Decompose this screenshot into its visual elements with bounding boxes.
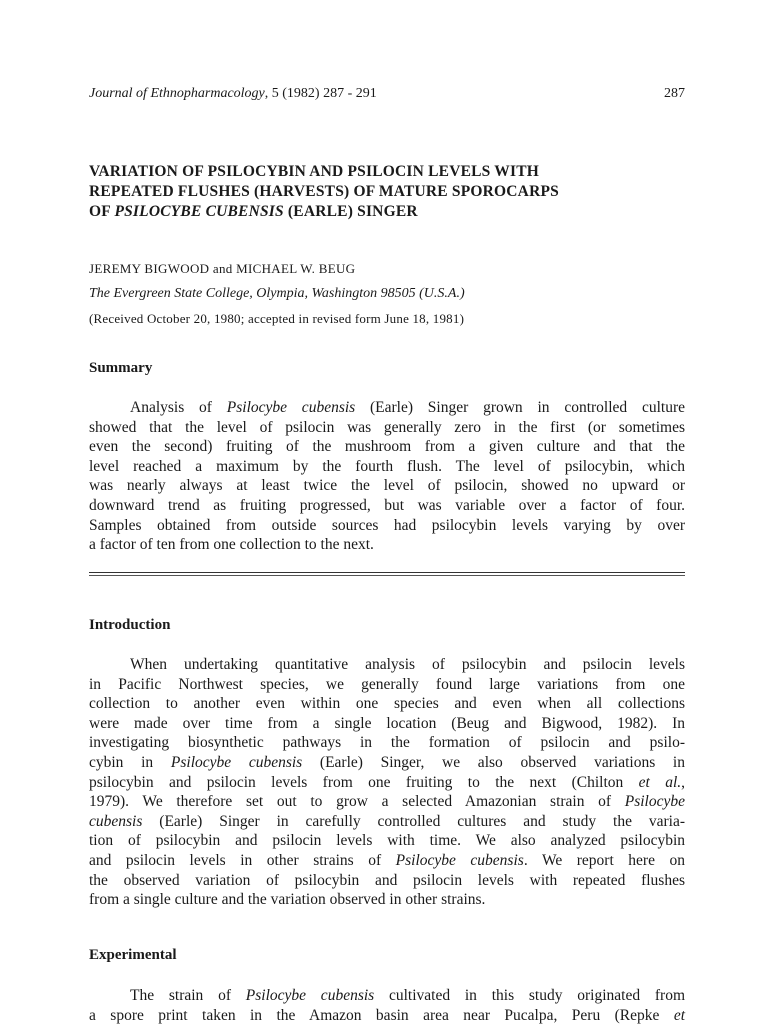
article-title [89, 162, 685, 222]
intro-line: collection to another even within one species and even when all collections [89, 695, 685, 713]
intro-line: from a single culture and the variation observed in other strains. [89, 891, 486, 909]
title-line-1: VARIATION OF PSILOCYBIN AND PSILOCIN LEVELS WITH [89, 163, 540, 180]
intro-line: and psilocin levels in other strains of Psilocybe cubensis. We report here on [89, 851, 685, 869]
section-divider [89, 575, 685, 576]
intro-line: psilocybin and psilocin levels from one fruiting to the next (Chilton et al., [89, 773, 686, 791]
experimental-line: a spore print taken in the Amazon basin area near Pucalpa, Peru (Repke et [89, 1006, 685, 1024]
introduction-heading: Introduction [89, 617, 171, 633]
summary-heading: Summary [89, 360, 153, 376]
introduction-paragraph [89, 655, 685, 910]
authors: JEREMY BIGWOOD and MICHAEL W. BEUG [89, 261, 356, 276]
summary-line: a factor of ten from one collection to the next. [89, 536, 374, 554]
received-dates: (Received October 20, 1980; accepted in revised form June 18, 1981) [89, 311, 465, 326]
intro-line: investigating biosynthetic pathways in the formation of psilocin and psilo- [89, 734, 685, 752]
title-species: PSILOCYBE CUBENSIS [114, 203, 284, 220]
journal-citation: , 5 (1982) 287 - 291 [264, 86, 377, 101]
experimental-paragraph [89, 986, 685, 1025]
intro-line: the observed variation of psilocybin and psilocin levels with repeated flushes [89, 871, 685, 889]
intro-line: tion of psilocybin and psilocin levels with time. We also analyzed psilocybin [89, 832, 685, 850]
intro-line: 1979). We therefore set out to grow a selected Amazonian strain of Psilocybe [89, 793, 685, 811]
experimental-line: The strain of Psilocybe cubensis cultivated in this study originated from [130, 987, 685, 1004]
intro-line: cubensis (Earle) Singer in carefully controlled cultures and study the varia- [89, 812, 685, 830]
summary-line: was nearly always at least twice the level of psilocin, showed no upward or [89, 477, 685, 495]
intro-line: When undertaking quantitative analysis of psilocybin and psilocin levels [130, 656, 685, 673]
intro-line: were made over time from a single location (Beug and Bigwood, 1982). In [89, 714, 685, 732]
journal-name: Journal of Ethnopharmacology [89, 86, 265, 101]
intro-line: cybin in Psilocybe cubensis (Earle) Singer, we also observed variations in [89, 753, 685, 771]
section-divider [89, 572, 685, 573]
summary-line: even the second) fruiting of the mushroom from a given culture and that the [89, 438, 685, 456]
summary-paragraph [89, 398, 685, 555]
title-line-3: OF PSILOCYBE CUBENSIS (EARLE) SINGER [89, 203, 418, 220]
summary-line: level reached a maximum by the fourth flush. The level of psilocybin, which [89, 457, 685, 475]
affiliation: The Evergreen State College, Olympia, Washington 98505 (U.S.A.) [89, 286, 465, 301]
summary-line: downward trend as fruiting progressed, but was variable over a factor of four. [89, 496, 685, 514]
running-header [89, 86, 685, 106]
summary-line: showed that the level of psilocin was generally zero in the first (or sometimes [89, 418, 685, 436]
experimental-heading: Experimental [89, 947, 177, 963]
page-number: 287 [664, 86, 685, 101]
intro-line: in Pacific Northwest species, we generally found large variations from one [89, 675, 685, 693]
title-line-2: REPEATED FLUSHES (HARVESTS) OF MATURE SPOROCARPS [89, 183, 559, 200]
summary-line: Analysis of Psilocybe cubensis (Earle) Singer grown in controlled culture [130, 399, 685, 416]
summary-line: Samples obtained from outside sources had psilocybin levels varying by over [89, 516, 685, 534]
